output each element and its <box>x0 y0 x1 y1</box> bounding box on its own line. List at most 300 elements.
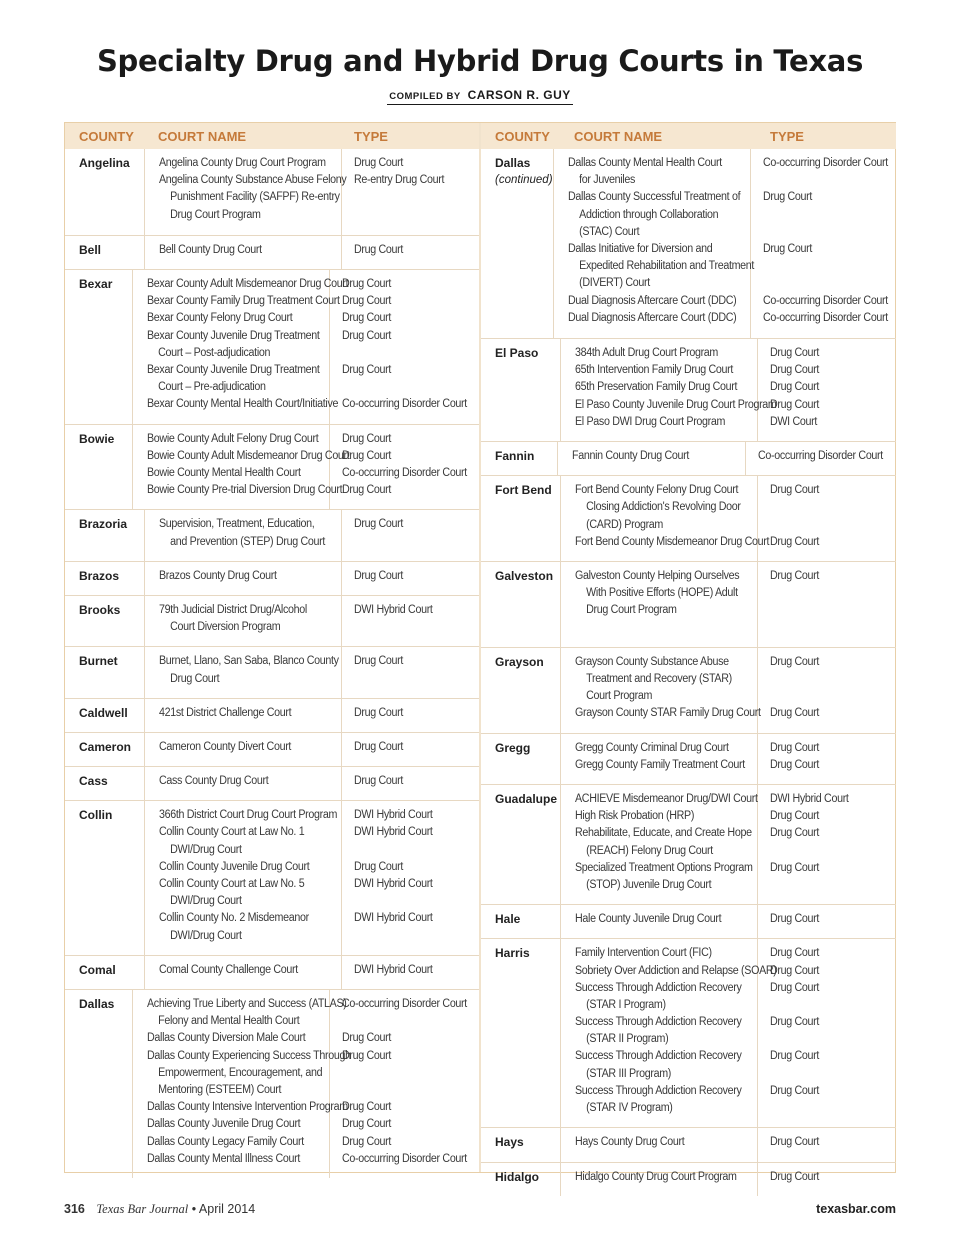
county-label: Brooks <box>79 602 121 617</box>
county-name <box>481 734 560 784</box>
court-types <box>746 442 896 475</box>
court-type: Drug Court <box>354 775 404 788</box>
county-label: Burnet <box>79 654 118 669</box>
court-names <box>132 990 351 1178</box>
county-name <box>65 767 144 800</box>
county-name <box>65 990 132 1178</box>
court-name-line: Specialized Treatment Options Program <box>575 861 753 874</box>
court-names <box>560 1128 758 1161</box>
county-label: Brazoria <box>79 517 128 532</box>
county-name <box>481 785 560 904</box>
court-names <box>132 425 350 510</box>
county-label: Hidalgo <box>495 1169 539 1184</box>
court-types <box>758 339 896 441</box>
court-type: Drug Court <box>770 1050 820 1063</box>
court-type: Drug Court <box>354 655 404 668</box>
court-names <box>144 647 342 697</box>
court-type: Drug Court <box>770 861 820 874</box>
court-type: Drug Court <box>341 1049 391 1062</box>
court-names <box>560 648 761 733</box>
court-name-line: El Paso County Juvenile Drug Court Program <box>575 398 777 411</box>
court-name-line: Collin County No. 2 Misdemeanor <box>159 912 309 925</box>
court-name-line: Brazos County Drug Court <box>159 569 277 582</box>
court-name-line: Court Program <box>586 690 653 703</box>
county-name <box>481 905 560 938</box>
continued-note: (continued) <box>495 174 553 187</box>
county-label: Harris <box>495 946 530 961</box>
court-type: Co-occurring Disorder Court <box>762 157 888 169</box>
county-group <box>65 595 480 646</box>
county-label: Brazos <box>79 568 120 583</box>
county-label: Caldwell <box>79 705 128 720</box>
court-type: Co-occurring Disorder Court <box>762 294 888 307</box>
court-name-line: 366th District Court Drug Court Program <box>159 809 338 822</box>
court-name-line: Court Diversion Program <box>170 621 281 634</box>
court-type: Co-occurring Disorder Court <box>341 998 467 1011</box>
county-name <box>65 733 144 766</box>
court-name-line: Cass County Drug Court <box>159 775 269 788</box>
county-group <box>65 955 480 989</box>
court-name-line: Court – Pre-adjudication <box>157 381 266 394</box>
court-type: Re-entry Drug Court <box>354 174 445 187</box>
county-label: Dallas <box>495 156 531 170</box>
court-name-line: Expedited Rehabilitation and Treatment <box>578 260 754 273</box>
court-name-line: Fannin County Drug Court <box>571 450 689 462</box>
court-type: DWI Hybrid Court <box>354 912 433 925</box>
court-names <box>560 562 758 647</box>
court-name-line: Grayson County STAR Family Drug Court <box>575 707 761 720</box>
county-group <box>481 733 896 784</box>
court-name-line: Gregg County Family Treatment Court <box>575 758 745 771</box>
county-name <box>65 801 144 955</box>
court-name-line: Success Through Addiction Recovery <box>575 1016 742 1029</box>
court-names <box>560 734 758 784</box>
court-type: DWI Hybrid Court <box>770 792 849 805</box>
court-name-line: Felony and Mental Health Court <box>157 1015 300 1028</box>
court-name-line: Hidalgo County Drug Court Program <box>575 1170 737 1183</box>
county-name <box>65 596 144 646</box>
court-name-line: 421st District Challenge Court <box>159 706 292 719</box>
court-name-line: Dallas County Successful Treatment of <box>567 191 740 204</box>
court-name-line: 79th Judicial District Drug/Alcohol <box>159 603 307 616</box>
court-types <box>342 767 480 800</box>
court-name-line: Dallas County Legacy Family Court <box>146 1135 304 1148</box>
court-types <box>342 596 480 646</box>
court-name-line: and Prevention (STEP) Drug Court <box>170 535 326 548</box>
court-types <box>342 562 480 595</box>
court-name-line: DWI/Drug Court <box>170 843 242 856</box>
county-label: Bexar <box>79 276 113 291</box>
court-name-line: (REACH) Felony Drug Court <box>586 844 713 857</box>
court-type: Drug Court <box>354 157 404 169</box>
court-name-line: Drug Court <box>170 672 220 685</box>
court-name-line: Mentoring (ESTEEM) Court <box>157 1084 281 1097</box>
court-name-line: Dallas County Diversion Male Court <box>146 1032 305 1045</box>
court-type: Drug Court <box>770 758 820 771</box>
county-label: Fort Bend <box>495 483 552 498</box>
court-name-line: Cameron County Divert Court <box>159 740 292 753</box>
court-name-line: (DIVERT) Court <box>578 277 650 290</box>
court-type: Drug Court <box>770 913 820 926</box>
county-name <box>481 149 553 338</box>
court-name-line: Dallas County Mental Health Court <box>567 157 722 169</box>
court-type: Drug Court <box>770 1170 820 1183</box>
header-type: TYPE <box>770 128 804 144</box>
county-name <box>65 562 144 595</box>
court-name-line: Collin County Court at Law No. 5 <box>159 878 305 891</box>
county-label: Collin <box>79 808 113 823</box>
site-url[interactable]: texasbar.com <box>816 1202 896 1216</box>
footer-separator: • <box>191 1202 197 1216</box>
court-types <box>342 733 480 766</box>
county-group <box>65 235 480 269</box>
court-types <box>342 149 480 235</box>
court-name-line: Dallas County Juvenile Drug Court <box>146 1118 300 1131</box>
court-names <box>144 596 342 646</box>
court-name-line: Bowie County Mental Health Court <box>146 466 301 479</box>
county-label: Galveston <box>495 568 554 583</box>
county-name <box>65 270 132 424</box>
court-type: DWI Hybrid Court <box>354 603 433 616</box>
court-name-line: Collin County Juvenile Drug Court <box>159 860 310 873</box>
county-group <box>65 646 480 697</box>
county-label: Fannin <box>495 449 535 463</box>
county-name <box>481 1128 560 1161</box>
county-group <box>65 732 480 766</box>
county-group <box>481 1162 896 1196</box>
court-name-line: Bexar County Felony Drug Court <box>146 312 293 325</box>
county-group <box>65 509 480 560</box>
court-names <box>560 339 777 441</box>
court-name-line: Court – Post-adjudication <box>157 346 270 359</box>
county-label: El Paso <box>495 346 539 360</box>
county-label: Guadalupe <box>495 791 558 806</box>
table-header <box>65 123 480 149</box>
county-name <box>481 1163 560 1196</box>
court-name-line: Bexar County Adult Misdemeanor Drug Court <box>146 277 348 290</box>
court-type: Drug Court <box>770 364 820 377</box>
byline <box>0 88 960 105</box>
court-type: Drug Court <box>770 535 820 548</box>
court-type: Co-occurring Disorder Court <box>341 398 467 411</box>
court-names <box>144 149 347 235</box>
court-names <box>144 510 342 560</box>
court-type: DWI Hybrid Court <box>354 826 433 839</box>
court-type: Drug Court <box>341 363 391 376</box>
county-group <box>65 766 480 800</box>
court-types <box>758 939 896 1127</box>
court-types <box>751 149 901 338</box>
court-type: Drug Court <box>341 295 391 308</box>
court-type: Co-occurring Disorder Court <box>757 450 883 462</box>
court-name-line: El Paso DWI Drug Court Program <box>575 415 726 428</box>
court-type: Drug Court <box>762 191 812 204</box>
court-type: Drug Court <box>341 432 391 445</box>
court-type: Drug Court <box>770 1084 820 1097</box>
court-type: Drug Court <box>770 707 820 720</box>
court-type: Drug Court <box>354 706 404 719</box>
table-body-left <box>65 149 480 1178</box>
court-name-line: Dallas Initiative for Diversion and <box>567 242 712 255</box>
court-name-line: Bexar County Family Drug Treatment Court <box>146 295 340 308</box>
court-names <box>144 956 342 989</box>
court-type: Drug Court <box>770 741 820 754</box>
footer-left <box>64 1202 255 1217</box>
county-group <box>65 800 480 955</box>
table-body-right <box>481 149 896 1196</box>
court-name-line: Fort Bend County Felony Drug Court <box>575 484 739 497</box>
header-county: COUNTY <box>79 128 134 144</box>
court-name-line: Burnet, Llano, San Saba, Blanco County <box>159 655 339 668</box>
court-types <box>330 425 480 510</box>
court-types <box>342 801 480 955</box>
court-type: Drug Court <box>770 347 820 359</box>
court-name-line: (STAR II Program) <box>586 1033 669 1046</box>
county-label: Gregg <box>495 740 531 755</box>
courts-table <box>64 122 896 1184</box>
court-type: Drug Court <box>770 655 820 668</box>
court-type: Drug Court <box>354 740 404 753</box>
court-name-line: (STAR IV Program) <box>586 1102 673 1115</box>
court-name-line: Success Through Addiction Recovery <box>575 981 742 994</box>
court-name-line: Bexar County Juvenile Drug Treatment <box>146 329 320 342</box>
court-type: Co-occurring Disorder Court <box>341 1152 467 1165</box>
court-name-line: Angelina County Drug Court Program <box>159 157 326 169</box>
court-name-line: Sobriety Over Addiction and Relapse (SOAR) <box>575 964 777 977</box>
court-types <box>758 1128 896 1161</box>
court-name-line: (STAR III Program) <box>586 1067 672 1080</box>
header-county: COUNTY <box>495 128 550 144</box>
court-name-line: (STOP) Juvenile Drug Court <box>586 878 712 891</box>
header-type: TYPE <box>354 128 388 144</box>
court-type: Drug Court <box>770 810 820 823</box>
court-types <box>758 648 896 733</box>
court-names <box>144 562 342 595</box>
court-name-line: Dallas County Experiencing Success Through <box>146 1049 351 1062</box>
court-name-line: Dual Diagnosis Aftercare Court (DDC) <box>567 311 736 324</box>
court-names <box>144 236 342 269</box>
county-name <box>481 442 557 475</box>
court-name-line: Dallas County Mental Illness Court <box>146 1152 300 1165</box>
court-names <box>560 1163 758 1196</box>
county-group <box>65 149 480 235</box>
court-name-line: 65th Preservation Family Drug Court <box>575 381 738 394</box>
county-group <box>481 1127 896 1161</box>
court-name-line: Addiction through Collaboration <box>578 208 718 221</box>
court-type: Drug Court <box>341 1135 391 1148</box>
court-names <box>144 699 342 732</box>
court-name-line: DWI/Drug Court <box>170 895 242 908</box>
county-name <box>65 510 144 560</box>
county-name <box>65 236 144 269</box>
county-name <box>65 647 144 697</box>
court-types <box>758 734 896 784</box>
court-name-line: Bexar County Juvenile Drug Treatment <box>146 363 320 376</box>
court-name-line: Achieving True Liberty and Success (ATLAS) <box>146 998 347 1011</box>
court-type: DWI Hybrid Court <box>354 809 433 822</box>
court-type: Drug Court <box>770 947 820 960</box>
county-name <box>65 149 144 235</box>
court-type: Drug Court <box>354 860 404 873</box>
county-label: Hays <box>495 1135 524 1150</box>
court-type: Drug Court <box>770 964 820 977</box>
court-names <box>144 767 342 800</box>
court-types <box>758 476 896 561</box>
court-name-line: Punishment Facility (SAFPF) Re-entry <box>170 191 340 204</box>
court-type: Drug Court <box>354 243 404 256</box>
court-name-line: With Positive Efforts (HOPE) Adult <box>586 587 738 600</box>
court-name-line: Collin County Court at Law No. 1 <box>159 826 305 839</box>
county-name <box>65 425 132 510</box>
county-label: Bowie <box>79 431 115 446</box>
county-group <box>65 424 480 510</box>
court-type: Drug Court <box>341 277 391 290</box>
court-type: DWI Hybrid Court <box>354 963 433 976</box>
county-group <box>481 784 896 904</box>
page-title: Specialty Drug and Hybrid Drug Courts in Texas <box>96 44 864 78</box>
court-names <box>560 476 770 561</box>
byline-prefix: COMPILED BY <box>389 91 461 102</box>
county-label: Comal <box>79 962 116 977</box>
court-names <box>560 905 758 938</box>
court-type: Co-occurring Disorder Court <box>341 466 467 479</box>
header-court-name: COURT NAME <box>158 128 247 144</box>
court-types <box>342 647 480 697</box>
county-label: Angelina <box>79 156 130 170</box>
court-name-line: for Juveniles <box>578 174 635 187</box>
court-name-line: ACHIEVE Misdemeanor Drug/DWI Court <box>575 792 758 805</box>
court-types <box>330 270 480 424</box>
court-name-line: Success Through Addiction Recovery <box>575 1084 742 1097</box>
header-court-name: COURT NAME <box>574 128 663 144</box>
court-names <box>144 733 342 766</box>
court-type: Drug Court <box>770 827 820 840</box>
court-name-line: Bowie County Adult Misdemeanor Drug Court <box>146 449 350 462</box>
court-type: Drug Court <box>341 484 391 497</box>
county-group <box>481 149 896 338</box>
court-name-line: 384th Adult Drug Court Program <box>575 347 719 359</box>
county-label: Dallas <box>79 997 115 1012</box>
county-name <box>65 699 144 732</box>
court-name-line: Comal County Challenge Court <box>159 963 298 976</box>
court-type: Drug Court <box>341 1101 391 1114</box>
court-name-line: Hale County Juvenile Drug Court <box>575 913 722 926</box>
court-names <box>560 785 758 904</box>
county-label: Bell <box>79 242 102 257</box>
court-type: Drug Court <box>354 569 404 582</box>
byline-author: CARSON R. GUY <box>467 88 571 102</box>
court-types <box>342 699 480 732</box>
court-types <box>758 905 896 938</box>
court-types <box>342 236 480 269</box>
court-type: Drug Court <box>770 569 820 582</box>
court-name-line: Closing Addiction's Revolving Door <box>586 501 741 514</box>
court-type: Drug Court <box>354 518 404 531</box>
court-name-line: Fort Bend County Misdemeanor Drug Court <box>575 535 770 548</box>
court-type: DWI Hybrid Court <box>354 878 433 891</box>
court-name-line: Angelina County Substance Abuse Felony <box>159 174 347 187</box>
county-name <box>481 562 560 647</box>
court-names <box>144 801 342 955</box>
county-name <box>481 648 560 733</box>
court-type: Drug Court <box>770 1016 820 1029</box>
court-name-line: Dual Diagnosis Aftercare Court (DDC) <box>567 294 736 307</box>
county-name <box>481 339 560 441</box>
court-name-line: Hays County Drug Court <box>575 1136 685 1149</box>
court-name-line: Bexar County Mental Health Court/Initiative <box>146 398 338 411</box>
court-type: Drug Court <box>770 398 820 411</box>
county-group <box>481 938 896 1127</box>
county-label: Cass <box>79 774 108 789</box>
page-number: 316 <box>64 1202 85 1216</box>
court-type: DWI Court <box>770 415 817 428</box>
court-type: Drug Court <box>770 981 820 994</box>
county-label: Cameron <box>79 739 132 754</box>
court-types <box>758 562 896 647</box>
court-name-line: Galveston County Helping Ourselves <box>575 569 740 582</box>
county-group <box>481 647 896 733</box>
court-type: Drug Court <box>770 1136 820 1149</box>
court-type: Drug Court <box>341 1032 391 1045</box>
county-name <box>65 956 144 989</box>
county-group <box>481 475 896 561</box>
court-names <box>553 149 754 338</box>
court-types <box>330 990 480 1178</box>
court-name-line: Empowerment, Encouragement, and <box>157 1066 322 1079</box>
county-group <box>65 698 480 732</box>
table-column-left <box>65 123 480 1172</box>
court-name-line: Dallas County Intensive Intervention Program <box>146 1101 348 1114</box>
court-type: Drug Court <box>770 381 820 394</box>
court-name-line: High Risk Probation (HRP) <box>575 810 695 823</box>
journal-name: Texas Bar Journal <box>96 1202 189 1216</box>
court-name-line: Drug Court Program <box>170 208 261 221</box>
court-name-line: Success Through Addiction Recovery <box>575 1050 742 1063</box>
county-group <box>65 989 480 1178</box>
court-type: Co-occurring Disorder Court <box>762 311 888 324</box>
court-types <box>758 785 896 904</box>
court-name-line: Drug Court Program <box>586 604 677 617</box>
court-type: Drug Court <box>341 329 391 342</box>
court-type: Drug Court <box>341 312 391 325</box>
county-group <box>481 904 896 938</box>
court-name-line: Grayson County Substance Abuse <box>575 655 729 668</box>
court-name-line: Bowie County Adult Felony Drug Court <box>146 432 319 445</box>
court-name-line: (STAC) Court <box>578 225 639 238</box>
court-name-line: DWI/Drug Court <box>170 929 242 942</box>
county-name <box>481 939 560 1127</box>
court-name-line: Supervision, Treatment, Education, <box>159 518 315 531</box>
court-name-line: Gregg County Criminal Drug Court <box>575 741 729 754</box>
county-group <box>481 561 896 647</box>
court-type: Drug Court <box>341 1118 391 1131</box>
court-type: Drug Court <box>770 484 820 497</box>
county-label: Hale <box>495 912 521 927</box>
court-type: Drug Court <box>341 449 391 462</box>
court-name-line: (CARD) Program <box>586 518 664 531</box>
court-names <box>560 939 777 1127</box>
court-type: Drug Court <box>762 242 812 255</box>
court-names <box>557 442 746 475</box>
court-name-line: Rehabilitate, Educate, and Create Hope <box>575 827 752 840</box>
court-types <box>342 510 480 560</box>
court-types <box>758 1163 896 1196</box>
court-name-line: Family Intervention Court (FIC) <box>575 947 712 960</box>
county-group <box>65 269 480 424</box>
court-name-line: Treatment and Recovery (STAR) <box>586 672 732 685</box>
county-label: Grayson <box>495 654 544 669</box>
table-column-right <box>481 123 896 1184</box>
